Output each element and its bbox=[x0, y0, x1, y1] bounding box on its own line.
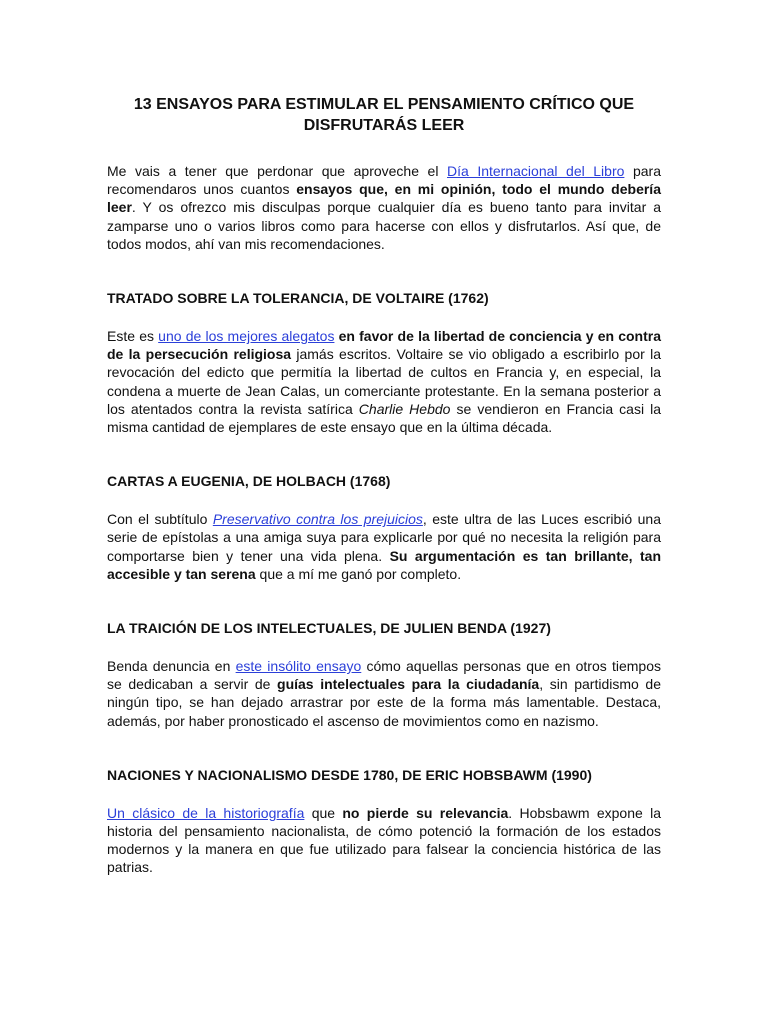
intro-text: Me vais a tener que perdonar que aproveche el bbox=[107, 163, 447, 179]
paragraph-text: , este ultra de las Luces escribió una serie de epístolas a una amiga suya para explicarle por qué no necesita la religión para comportarse bien y tener una vida plena. bbox=[107, 511, 661, 564]
section-paragraph-benda bbox=[107, 657, 661, 730]
section-paragraph-holbach bbox=[107, 510, 661, 583]
insolito-ensayo-link[interactable]: este insólito ensayo bbox=[235, 658, 362, 675]
paragraph-text: , sin partidismo de ningún tipo, se han dejado arrastrar por este de la forma más lamentable. Destaca, además, por haber pronosticado el ascenso de movimientos como en nazismo. bbox=[107, 676, 661, 729]
section-heading-holbach: CARTAS A EUGENIA, DE HOLBACH (1768) bbox=[107, 473, 391, 490]
paragraph-text: Benda denuncia en bbox=[107, 658, 236, 675]
link-italic-text[interactable]: Preservativo contra los prejuicios bbox=[212, 511, 423, 528]
paragraph-text: que a mí me ganó por completo. bbox=[255, 565, 462, 582]
paragraph-bold-text: en favor de la libertad de conciencia y en contra de la persecución religiosa bbox=[107, 328, 661, 363]
section-paragraph-voltaire bbox=[107, 327, 661, 436]
dia-del-libro-link[interactable]: Día Internacional del Libro bbox=[447, 163, 625, 179]
paragraph-text: cómo aquellas personas que en otros tiempos se dedicaban a servir de bbox=[107, 658, 662, 693]
document-title bbox=[107, 94, 661, 136]
intro-text: para recomendaros unos cuantos bbox=[107, 163, 661, 198]
paragraph-bold-text: Su argumentación es tan brillante, tan accesible y tan serena bbox=[107, 547, 661, 582]
paragraph-bold-text: guías intelectuales para la ciudadanía bbox=[277, 676, 540, 693]
paragraph-bold-text: no pierde su relevancia bbox=[342, 804, 509, 821]
paragraph-text: jamás escritos. Voltaire se vio obligado a escribirlo por la revocación del edicto que permitía la libertad de cultos en Francia y, en especial, la condena a muerte de Jean Calas, un comerciante protestante. En la semana posterior a los atentados contra la revista satírica bbox=[107, 346, 661, 417]
title-line-1: 13 ENSAYOS PARA ESTIMULAR EL PENSAMIENTO CRÍTICO QUE bbox=[133, 96, 635, 113]
preservativo-link[interactable] bbox=[213, 511, 423, 527]
paragraph-text: se vendieron en Francia casi la misma cantidad de ejemplares de este ensayo que en la última década. bbox=[107, 400, 662, 436]
intro-bold-text: ensayos que, en mi opinión, todo el mundo debería leer bbox=[107, 181, 661, 216]
paragraph-text: . Hobsbawm expone la historia del pensamiento nacionalista, de cómo potenció la formación de los estados modernos y la manera en que fue utilizado para falsear la conciencia histórica de las patrias. bbox=[107, 804, 661, 876]
section-heading-benda: LA TRAICIÓN DE LOS INTELECTUALES, DE JULIEN BENDA (1927) bbox=[107, 620, 551, 637]
title-line-2: DISFRUTARÁS LEER bbox=[303, 117, 465, 134]
intro-paragraph bbox=[107, 162, 661, 253]
section-paragraph-hobsbawm bbox=[107, 804, 661, 877]
paragraph-text: que bbox=[304, 804, 343, 821]
clasico-historiografia-link[interactable]: Un clásico de la historiografía bbox=[107, 804, 305, 821]
section-heading-voltaire: TRATADO SOBRE LA TOLERANCIA, DE VOLTAIRE (1762) bbox=[107, 290, 489, 307]
intro-text: . Y os ofrezco mis disculpas porque cualquier día es bueno tanto para invitar a zamparse uno o varios libros como para hacerse con ellos y disfrutarlos. Así que, de todos modos, ahí van mis recomendaciones. bbox=[107, 199, 661, 252]
paragraph-text: Con el subtítulo bbox=[107, 511, 213, 528]
paragraph-text: Este es bbox=[107, 328, 159, 345]
mejores-alegatos-link[interactable]: uno de los mejores alegatos bbox=[158, 328, 335, 345]
paragraph-italic-text: Charlie Hebdo bbox=[358, 400, 451, 417]
section-heading-hobsbawm: NACIONES Y NACIONALISMO DESDE 1780, DE ERIC HOBSBAWM (1990) bbox=[107, 766, 592, 783]
